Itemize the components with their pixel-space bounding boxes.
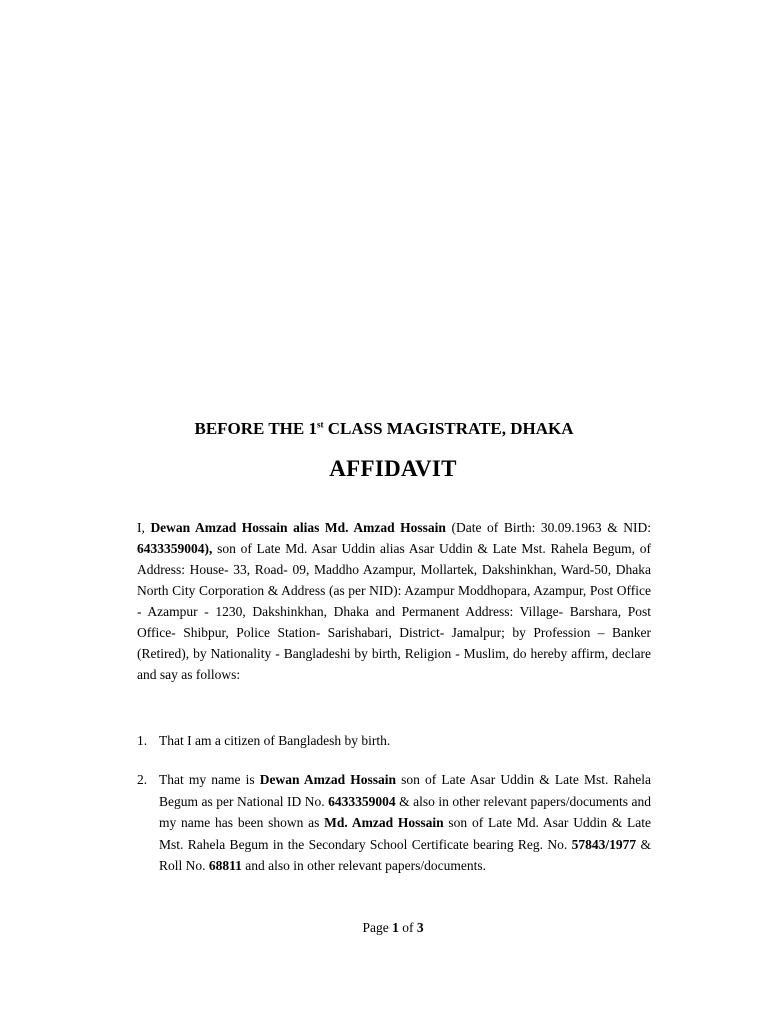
name-as-per-nid: Dewan Amzad Hossain <box>259 772 397 787</box>
list-item <box>137 730 651 752</box>
document-title: AFFIDAVIT <box>329 456 457 481</box>
court-heading <box>0 419 768 439</box>
item-text-segment: That my name is <box>159 772 260 787</box>
item-text: That I am a citizen of Bangladesh by birth. <box>159 733 391 748</box>
item-text-segment: & also in other relevant papers/documents and my name has been shown as <box>159 793 651 830</box>
heading-text-pre: BEFORE THE 1 <box>194 419 317 438</box>
heading-ordinal-suffix: st <box>316 419 324 430</box>
item-text-segment: son of Late Asar Uddin & Late Mst. Rahela Begum as per National ID No. <box>159 772 652 809</box>
intro-text-3: son of Late Md. Asar Uddin alias Asar Uddin & Late Mst. Rahela Begum, of Address: House- 33, Road- 09, Maddho Azampur, Mollartek, Dakshinkhan, Ward-50, Dhaka North City Corporation & Address (as per NID): Azampur Moddhopara, Azampur, Post Office - Azampur - 1230, Dakshinkhan, Dhaka and Permanent Address: Village- Barshara, Post Office- Shibpur, Police Station- Sarishabari, District- Jamalpur; by Profession – Banker (Retired), by Nationality - Bangladeshi by birth, Religion - Muslim, do hereby affirm, declare and say as follows: <box>137 541 651 682</box>
deponent-name: Dewan Amzad Hossain alias Md. Amzad Hossain <box>150 520 446 535</box>
item-number: 1. <box>137 733 148 748</box>
registration-number: 57843/1977 <box>571 836 637 852</box>
name-as-per-certificate: Md. Amzad Hossain <box>324 815 444 830</box>
item-text-segment: & Roll No. <box>159 836 651 873</box>
total-page-count: 3 <box>416 920 424 935</box>
item-text-segment: son of Late Md. Asar Uddin & Late Mst. Rahela Begum in the Secondary School Certificate bearing Reg. No. <box>159 815 651 852</box>
page-label: Page <box>362 920 393 935</box>
nid-number: 6433359004), <box>137 541 213 556</box>
intro-paragraph <box>137 517 651 685</box>
list-item <box>137 769 651 877</box>
roll-number: 68811 <box>208 858 242 873</box>
item-number: 2. <box>137 772 148 787</box>
item-text <box>159 769 651 877</box>
page-footer <box>0 920 768 936</box>
nid-number: 6433359004 <box>328 793 396 809</box>
page-of-label: of <box>398 920 417 935</box>
intro-text-2: (Date of Birth: 30.09.1963 & NID: <box>445 520 651 535</box>
current-page-number: 1 <box>392 920 399 935</box>
heading-text-post: CLASS MAGISTRATE, DHAKA <box>323 419 574 438</box>
intro-text-1: I, <box>137 520 151 535</box>
item-text-segment: and also in other relevant papers/documents. <box>241 858 486 873</box>
